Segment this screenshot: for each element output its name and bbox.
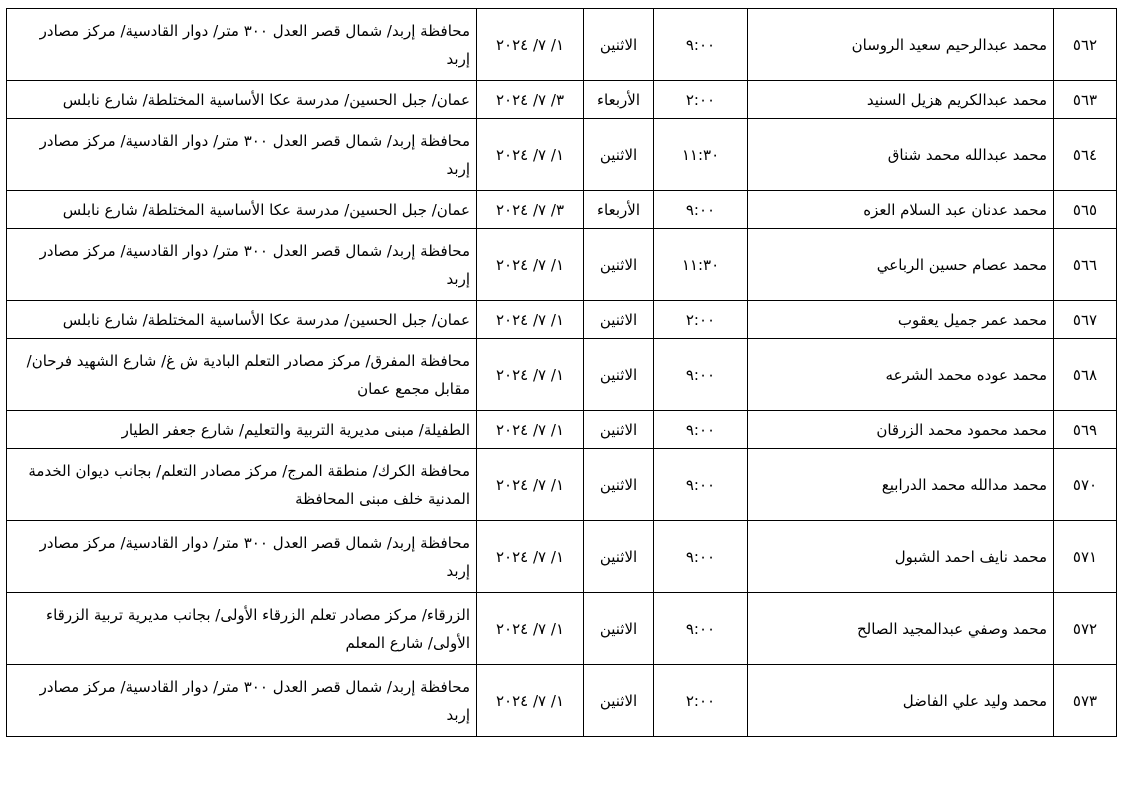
row-number: ٥٧٢: [1054, 593, 1117, 665]
exam-date: ٣/ ٧/ ٢٠٢٤: [477, 81, 584, 119]
candidate-name: محمد عبدالرحيم سعيد الروسان: [748, 9, 1054, 81]
table-row: [7, 301, 1117, 339]
candidate-name: محمد عمر جميل يعقوب: [748, 301, 1054, 339]
exam-day: الاثنين: [584, 593, 654, 665]
row-number: ٥٧٣: [1054, 665, 1117, 737]
exam-location: عمان/ جبل الحسين/ مدرسة عكا الأساسية المختلطة/ شارع نابلس: [7, 191, 477, 229]
exam-time: ٩:٠٠: [654, 411, 748, 449]
row-number: ٥٦٥: [1054, 191, 1117, 229]
exam-day: الاثنين: [584, 411, 654, 449]
exam-date: ١/ ٧/ ٢٠٢٤: [477, 665, 584, 737]
exam-day: الاثنين: [584, 119, 654, 191]
exam-time: ١١:٣٠: [654, 229, 748, 301]
exam-time: ٩:٠٠: [654, 593, 748, 665]
exam-time: ٩:٠٠: [654, 521, 748, 593]
row-number: ٥٦٢: [1054, 9, 1117, 81]
schedule-table: [6, 8, 1117, 737]
table-row: [7, 339, 1117, 411]
table-row: [7, 411, 1117, 449]
exam-location: عمان/ جبل الحسين/ مدرسة عكا الأساسية المختلطة/ شارع نابلس: [7, 81, 477, 119]
exam-time: ٩:٠٠: [654, 191, 748, 229]
candidate-name: محمد وليد علي الفاضل: [748, 665, 1054, 737]
candidate-name: محمد عبدالله محمد شناق: [748, 119, 1054, 191]
exam-time: ٩:٠٠: [654, 449, 748, 521]
row-number: ٥٦٨: [1054, 339, 1117, 411]
exam-date: ١/ ٧/ ٢٠٢٤: [477, 301, 584, 339]
table-row: [7, 229, 1117, 301]
exam-day: الاثنين: [584, 449, 654, 521]
exam-date: ١/ ٧/ ٢٠٢٤: [477, 229, 584, 301]
row-number: ٥٧١: [1054, 521, 1117, 593]
exam-date: ١/ ٧/ ٢٠٢٤: [477, 339, 584, 411]
exam-time: ٩:٠٠: [654, 9, 748, 81]
candidate-name: محمد عوده محمد الشرعه: [748, 339, 1054, 411]
candidate-name: محمد نايف احمد الشبول: [748, 521, 1054, 593]
exam-date: ١/ ٧/ ٢٠٢٤: [477, 449, 584, 521]
exam-day: الاثنين: [584, 301, 654, 339]
candidate-name: محمد عصام حسين الرباعي: [748, 229, 1054, 301]
exam-day: الاثنين: [584, 665, 654, 737]
exam-location: محافظة إربد/ شمال قصر العدل ٣٠٠ متر/ دوار القادسية/ مركز مصادر إربد: [7, 521, 477, 593]
table-row: [7, 665, 1117, 737]
row-number: ٥٦٤: [1054, 119, 1117, 191]
exam-date: ١/ ٧/ ٢٠٢٤: [477, 119, 584, 191]
exam-day: الأربعاء: [584, 81, 654, 119]
table-row: [7, 593, 1117, 665]
table-row: [7, 191, 1117, 229]
exam-location: الزرقاء/ مركز مصادر تعلم الزرقاء الأولى/ بجانب مديرية تربية الزرقاء الأولى/ شارع المعلم: [7, 593, 477, 665]
exam-day: الاثنين: [584, 9, 654, 81]
exam-day: الاثنين: [584, 339, 654, 411]
exam-time: ٢:٠٠: [654, 301, 748, 339]
exam-day: الاثنين: [584, 521, 654, 593]
exam-location: عمان/ جبل الحسين/ مدرسة عكا الأساسية المختلطة/ شارع نابلس: [7, 301, 477, 339]
exam-date: ٣/ ٧/ ٢٠٢٤: [477, 191, 584, 229]
row-number: ٥٧٠: [1054, 449, 1117, 521]
exam-location: محافظة إربد/ شمال قصر العدل ٣٠٠ متر/ دوار القادسية/ مركز مصادر إربد: [7, 665, 477, 737]
exam-location: محافظة الكرك/ منطقة المرج/ مركز مصادر التعلم/ بجانب ديوان الخدمة المدنية خلف مبنى المحافظة: [7, 449, 477, 521]
row-number: ٥٦٧: [1054, 301, 1117, 339]
exam-date: ١/ ٧/ ٢٠٢٤: [477, 411, 584, 449]
exam-time: ٢:٠٠: [654, 665, 748, 737]
candidate-name: محمد وصفي عبدالمجيد الصالح: [748, 593, 1054, 665]
schedule-table-body: [7, 9, 1117, 737]
exam-location: محافظة المفرق/ مركز مصادر التعلم البادية ش غ/ شارع الشهيد فرحان/ مقابل مجمع عمان: [7, 339, 477, 411]
exam-location: محافظة إربد/ شمال قصر العدل ٣٠٠ متر/ دوار القادسية/ مركز مصادر إربد: [7, 229, 477, 301]
exam-time: ٩:٠٠: [654, 339, 748, 411]
table-row: [7, 9, 1117, 81]
exam-location: محافظة إربد/ شمال قصر العدل ٣٠٠ متر/ دوار القادسية/ مركز مصادر إربد: [7, 9, 477, 81]
row-number: ٥٦٩: [1054, 411, 1117, 449]
row-number: ٥٦٣: [1054, 81, 1117, 119]
table-row: [7, 449, 1117, 521]
exam-date: ١/ ٧/ ٢٠٢٤: [477, 9, 584, 81]
table-row: [7, 81, 1117, 119]
exam-date: ١/ ٧/ ٢٠٢٤: [477, 521, 584, 593]
candidate-name: محمد عبدالكريم هزيل السنيد: [748, 81, 1054, 119]
candidate-name: محمد عدنان عبد السلام العزه: [748, 191, 1054, 229]
exam-location: الطفيلة/ مبنى مديرية التربية والتعليم/ شارع جعفر الطيار: [7, 411, 477, 449]
candidate-name: محمد محمود محمد الزرقان: [748, 411, 1054, 449]
exam-location: محافظة إربد/ شمال قصر العدل ٣٠٠ متر/ دوار القادسية/ مركز مصادر إربد: [7, 119, 477, 191]
exam-time: ٢:٠٠: [654, 81, 748, 119]
exam-day: الأربعاء: [584, 191, 654, 229]
candidate-name: محمد مدالله محمد الدرابيع: [748, 449, 1054, 521]
exam-time: ١١:٣٠: [654, 119, 748, 191]
row-number: ٥٦٦: [1054, 229, 1117, 301]
table-row: [7, 521, 1117, 593]
table-row: [7, 119, 1117, 191]
exam-day: الاثنين: [584, 229, 654, 301]
exam-date: ١/ ٧/ ٢٠٢٤: [477, 593, 584, 665]
